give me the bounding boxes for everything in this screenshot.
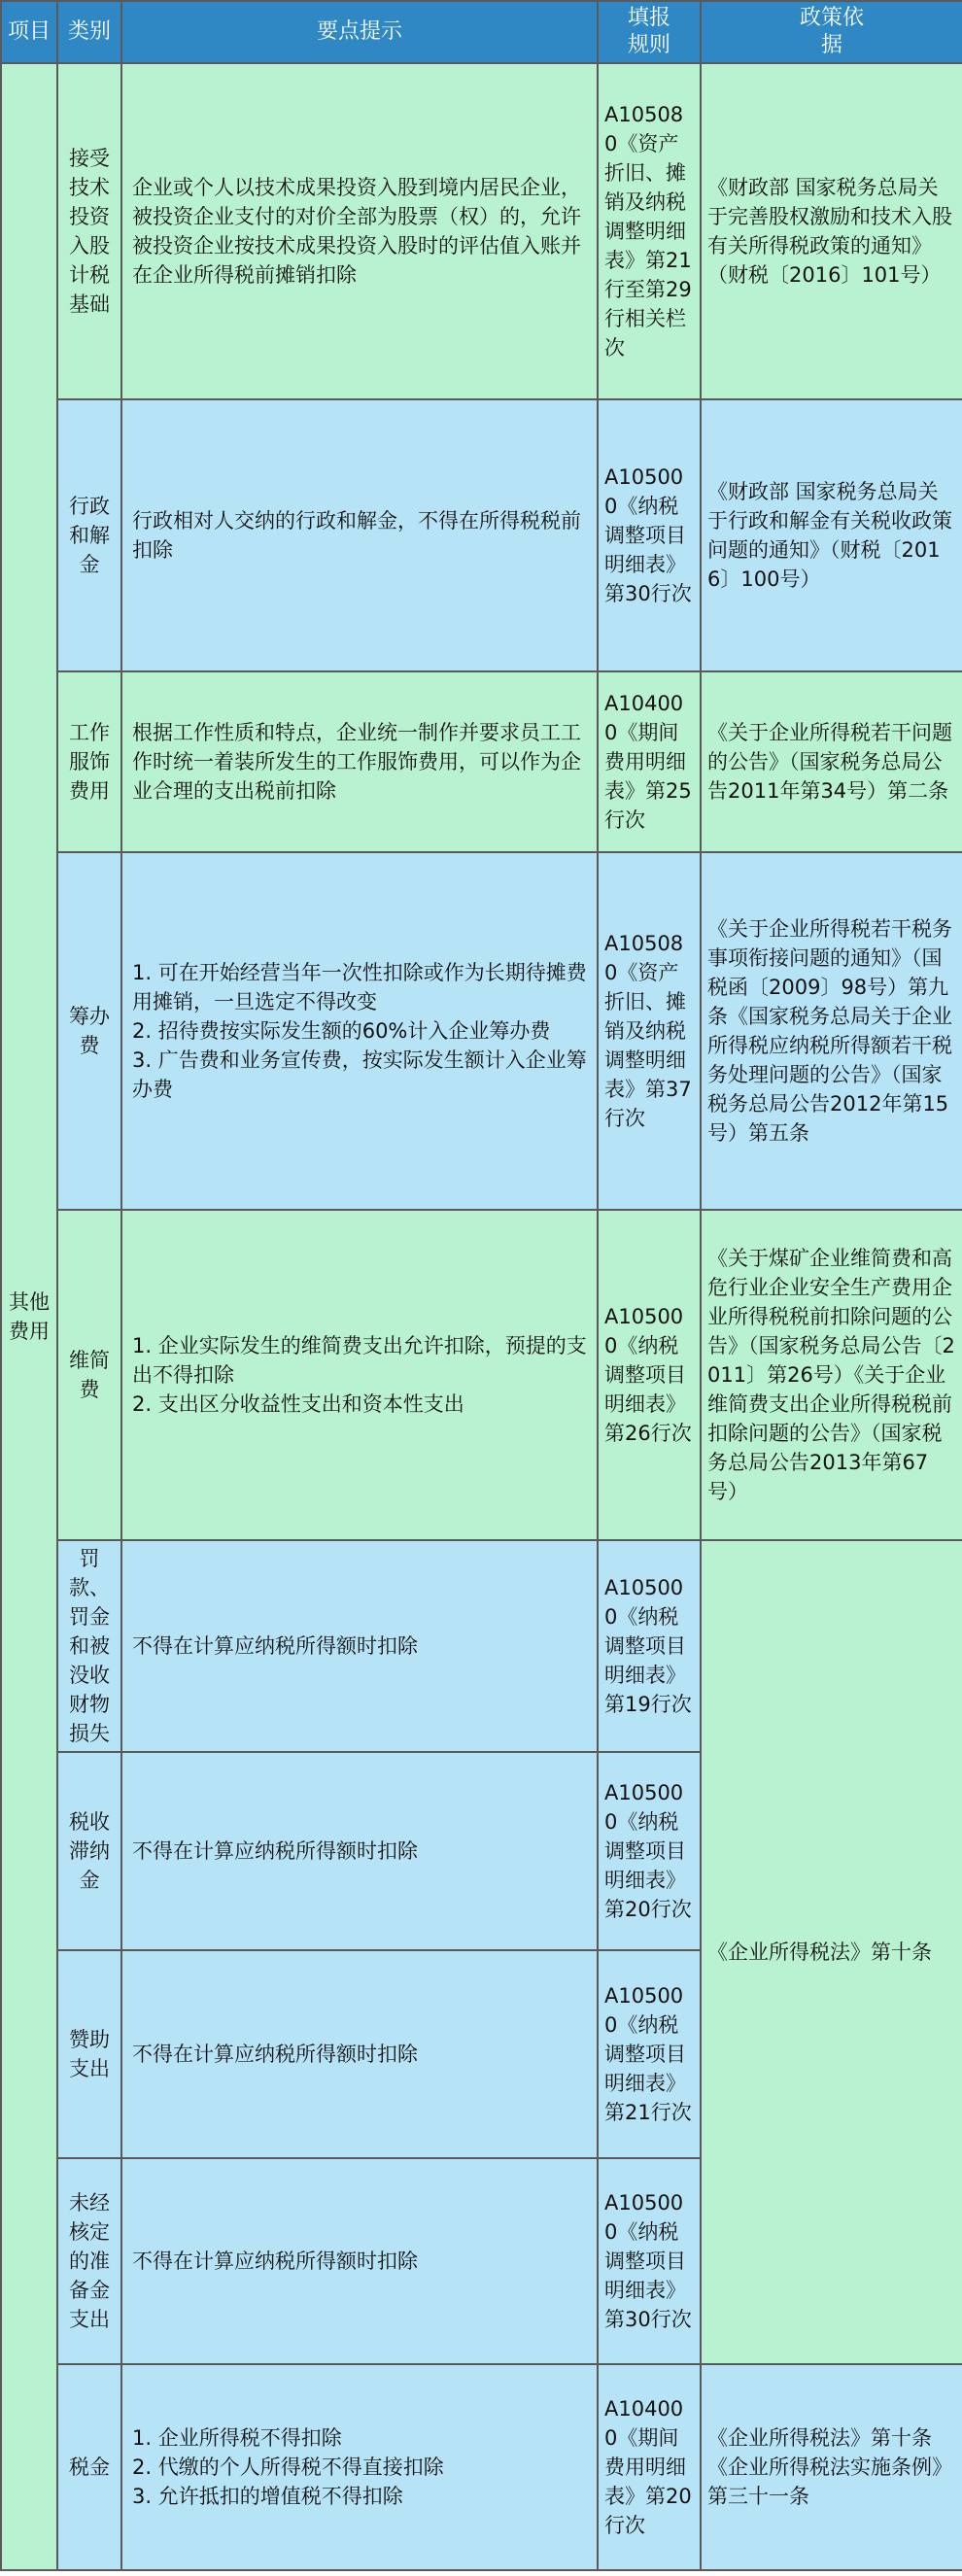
basis-cell-merged: 《企业所得税法》第十条	[701, 1540, 962, 2364]
basis-cell: 《企业所得税法》第十条《企业所得税法实施条例》第三十一条	[701, 2364, 962, 2570]
project-cell: 其他费用	[1, 63, 57, 2570]
point-item: 企业或个人以技术成果投资入股到境内居民企业，被投资企业支付的对价全部为股票（权）的，允许被投资企业按技术成果投资入股时的评估值入账并在企业所得税前摊销扣除	[132, 176, 581, 287]
category-cell: 维简费	[57, 1210, 121, 1540]
category-cell: 赞助支出	[57, 1950, 121, 2158]
point-item: 不得在计算应纳税所得额时扣除	[132, 2043, 418, 2066]
line-cell: A105000《纳税调整项目明细表》第30行次	[598, 2158, 701, 2364]
category-cell: 筹办费	[57, 852, 121, 1210]
point-item: 1. 企业所得税不得扣除	[132, 2426, 342, 2450]
table-row	[1, 399, 962, 671]
point-item: 根据工作性质和特点，企业统一制作并要求员工工作时统一着装所发生的工作服饰费用，可以作为企业合理的支出税前扣除	[132, 721, 581, 803]
basis-cell: 《财政部 国家税务总局关于完善股权激励和技术入股有关所得税政策的通知》（财税〔2016〕101号）	[701, 63, 962, 399]
point-item: 1. 企业实际发生的维简费支出允许扣除，预提的支出不得扣除	[132, 1334, 587, 1387]
category-cell: 税金	[57, 2364, 121, 2570]
points-cell	[121, 1210, 598, 1540]
points-cell	[121, 1752, 598, 1950]
line-cell: A104000《期间费用明细表》第25行次	[598, 671, 701, 852]
category-cell: 罚款、罚金和被没收财物损失	[57, 1540, 121, 1752]
point-item: 不得在计算应纳税所得额时扣除	[132, 1634, 418, 1658]
header-basis: 政策依据	[701, 1, 962, 63]
point-item: 2. 招待费按实际发生额的60%计入企业筹办费	[132, 1019, 551, 1043]
points-cell	[121, 1540, 598, 1752]
points-cell	[121, 1950, 598, 2158]
points-cell	[121, 852, 598, 1210]
header-category: 类别	[57, 1, 121, 63]
points-cell	[121, 2364, 598, 2570]
header-row	[1, 1, 962, 63]
category-cell: 工作服饰费用	[57, 671, 121, 852]
points-cell	[121, 2158, 598, 2364]
category-cell: 接受技术投资入股计税基础	[57, 63, 121, 399]
point-item: 1. 可在开始经营当年一次性扣除或作为长期待摊费用摊销，一旦选定不得改变	[132, 961, 587, 1013]
line-cell: A105000《纳税调整项目明细表》第26行次	[598, 1210, 701, 1540]
line-cell: A105000《纳税调整项目明细表》第21行次	[598, 1950, 701, 2158]
line-cell: A105000《纳税调整项目明细表》第20行次	[598, 1752, 701, 1950]
basis-cell: 《关于企业所得税若干税务事项衔接问题的通知》（国税函〔2009〕98号）第九条《国家税务总局关于企业所得税应纳税所得额若干税务处理问题的公告》（国家税务总局公告2012年第15号）第五条	[701, 852, 962, 1210]
point-item: 2. 支出区分收益性支出和资本性支出	[132, 1392, 464, 1416]
category-cell: 行政和解金	[57, 399, 121, 671]
point-item: 行政相对人交纳的行政和解金，不得在所得税税前扣除	[132, 509, 581, 562]
header-line: 填报规则	[598, 1, 701, 63]
point-item: 3. 广告费和业务宣传费，按实际发生额计入企业筹办费	[132, 1048, 587, 1101]
table-row	[1, 852, 962, 1210]
category-cell: 未经核定的准备金支出	[57, 2158, 121, 2364]
basis-cell: 《财政部 国家税务总局关于行政和解金有关税收政策问题的通知》（财税〔2016〕100号）	[701, 399, 962, 671]
line-cell: A105000《纳税调整项目明细表》第19行次	[598, 1540, 701, 1752]
table-row	[1, 2364, 962, 2570]
line-cell: A105080《资产折旧、摊销及纳税调整明细表》第37行次	[598, 852, 701, 1210]
table-row	[1, 63, 962, 399]
line-cell: A104000《期间费用明细表》第20行次	[598, 2364, 701, 2570]
header-project: 项目	[1, 1, 57, 63]
point-item: 不得在计算应纳税所得额时扣除	[132, 1839, 418, 1863]
points-cell	[121, 671, 598, 852]
basis-cell: 《关于煤矿企业维简费和高危行业企业安全生产费用企业所得税税前扣除问题的公告》（国家税务总局公告〔2011〕第26号）《关于企业维简费支出企业所得税税前扣除问题的公告》（国家税务总局公告2013年第67号）	[701, 1210, 962, 1540]
category-cell: 税收滞纳金	[57, 1752, 121, 1950]
points-cell	[121, 399, 598, 671]
point-item: 不得在计算应纳税所得额时扣除	[132, 2250, 418, 2273]
header-points: 要点提示	[121, 1, 598, 63]
point-item: 2. 代缴的个人所得税不得直接扣除	[132, 2456, 444, 2479]
table-row	[1, 1540, 962, 1752]
line-cell: A105080《资产折旧、摊销及纳税调整明细表》第21行至第29行相关栏次	[598, 63, 701, 399]
basis-cell: 《关于企业所得税若干问题的公告》（国家税务总局公告2011年第34号）第二条	[701, 671, 962, 852]
line-cell: A105000《纳税调整项目明细表》第30行次	[598, 399, 701, 671]
table-row	[1, 671, 962, 852]
point-item: 3. 允许抵扣的增值税不得扣除	[132, 2485, 403, 2508]
points-cell	[121, 63, 598, 399]
table-row	[1, 1210, 962, 1540]
